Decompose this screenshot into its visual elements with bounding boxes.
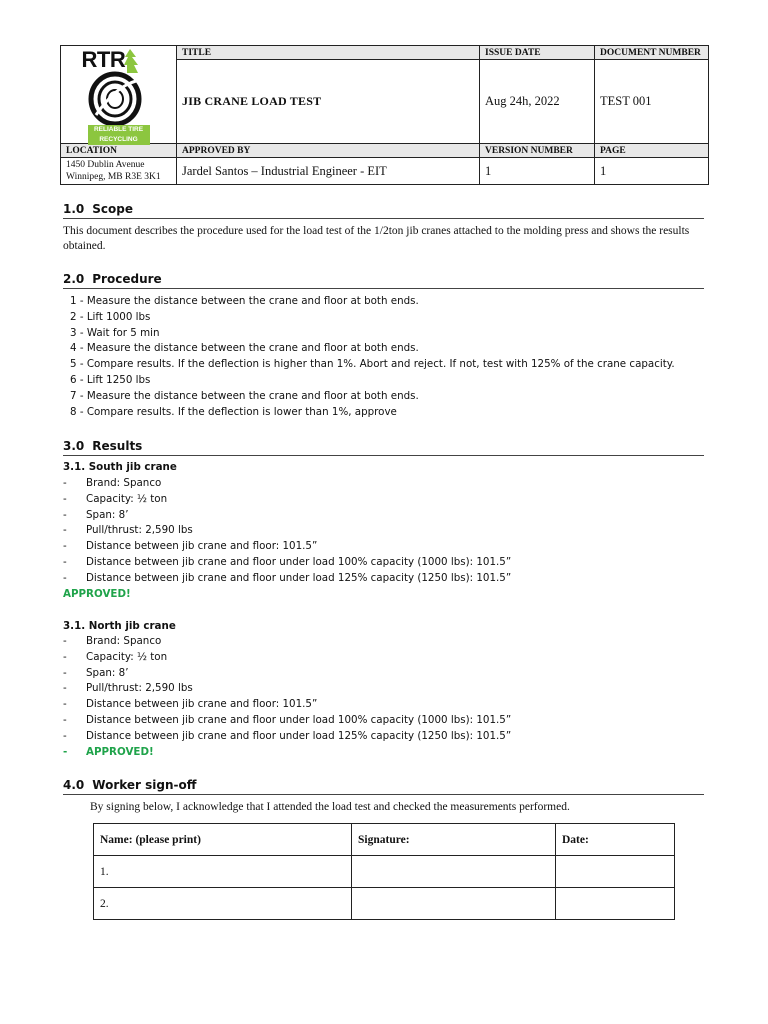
location-line-1: 1450 Dublin Avenue <box>66 160 145 170</box>
signoff-table <box>93 823 675 920</box>
procedure-step: 5 - Compare results. If the deflection is higher than 1%. Abort and reject. If not, test with 125% of the crane capacity. <box>70 358 675 371</box>
signoff-title: Worker sign-off <box>92 778 197 792</box>
list-item: - Distance between jib crane and floor: 101.5” <box>63 540 318 553</box>
document-number-label: DOCUMENT NUMBER <box>595 46 709 60</box>
list-item: - Span: 8’ <box>63 666 129 679</box>
south-crane-title: 3.1. South jib crane <box>63 461 177 473</box>
results-heading <box>63 439 704 456</box>
version-number-label: VERSION NUMBER <box>480 144 595 158</box>
procedure-step: 6 - Lift 1250 lbs <box>70 373 151 386</box>
list-item: - Distance between jib crane and floor: 101.5” <box>63 698 318 711</box>
issue-date-value: Aug 24h, 2022 <box>480 60 595 144</box>
name-cell[interactable]: 1. <box>94 856 352 888</box>
table-header-row <box>94 824 675 856</box>
procedure-step: 1 - Measure the distance between the crane and floor at both ends. <box>70 295 419 307</box>
version-number-value: 1 <box>480 158 595 185</box>
column-header-date: Date: <box>556 824 675 856</box>
signoff-heading <box>63 778 704 795</box>
approved-badge: APPROVED! <box>86 745 154 758</box>
location-line-2: Winnipeg, MB R3E 3K1 <box>66 172 161 182</box>
signoff-text: By signing below, I acknowledge that I attended the load test and checked the measurements performed. <box>90 801 570 813</box>
list-item: - Capacity: ½ ton <box>63 492 168 505</box>
scope-title: Scope <box>92 202 133 216</box>
logo-cell <box>61 46 177 144</box>
table-row <box>94 888 675 920</box>
list-item: - Distance between jib crane and floor under load 100% capacity (1000 lbs): 101.5” <box>63 713 512 726</box>
table-row <box>94 856 675 888</box>
column-header-name: Name: (please print) <box>94 824 352 856</box>
approved-by-label: APPROVED BY <box>177 144 480 158</box>
procedure-heading <box>63 272 704 289</box>
procedure-step: 4 - Measure the distance between the crane and floor at both ends. <box>70 342 419 355</box>
scope-text: This document describes the procedure used for the load test of the 1/2ton jib cranes attached to the molding press and shows the results obtained. <box>63 225 690 252</box>
column-header-signature: Signature: <box>352 824 556 856</box>
logo-text: RTR <box>81 46 126 72</box>
procedure-title: Procedure <box>92 272 162 286</box>
logo-tagline <box>88 125 150 145</box>
document-title: JIB CRANE LOAD TEST <box>177 60 480 144</box>
logo-tagline-2: RECYCLING <box>99 135 138 143</box>
document-header <box>60 45 709 185</box>
date-cell[interactable] <box>556 856 675 888</box>
results-title: Results <box>92 439 143 453</box>
procedure-steps <box>70 294 710 420</box>
issue-date-label: ISSUE DATE <box>480 46 595 60</box>
procedure-step: 2 - Lift 1000 lbs <box>70 310 151 323</box>
procedure-number: 2.0 <box>63 272 85 286</box>
title-label: TITLE <box>177 46 480 60</box>
company-logo <box>80 47 158 143</box>
procedure-step: 7 - Measure the distance between the crane and floor at both ends. <box>70 389 419 402</box>
date-cell[interactable] <box>556 888 675 920</box>
procedure-step: 8 - Compare results. If the deflection is lower than 1%, approve <box>70 405 397 418</box>
results-number: 3.0 <box>63 439 85 453</box>
north-crane-list <box>63 634 703 760</box>
list-item: - Brand: Spanco <box>63 477 162 489</box>
document-number-value: TEST 001 <box>595 60 709 144</box>
list-item: - Capacity: ½ ton <box>63 650 168 663</box>
approved-by-value: Jardel Santos – Industrial Engineer - EIT <box>177 158 480 185</box>
name-cell[interactable]: 2. <box>94 888 352 920</box>
north-crane-title: 3.1. North jib crane <box>63 620 176 632</box>
list-item: - Brand: Spanco <box>63 635 162 647</box>
page-label: PAGE <box>595 144 709 158</box>
signoff-number: 4.0 <box>63 778 85 792</box>
signature-cell[interactable] <box>352 856 556 888</box>
list-item: - Pull/thrust: 2,590 lbs <box>63 682 193 695</box>
list-item: - Distance between jib crane and floor under load 100% capacity (1000 lbs): 101.5” <box>63 555 512 568</box>
approved-badge: APPROVED! <box>63 587 131 600</box>
scope-number: 1.0 <box>63 202 85 216</box>
procedure-step: 3 - Wait for 5 min <box>70 326 160 339</box>
south-crane-list <box>63 476 703 602</box>
location-label: LOCATION <box>61 144 177 158</box>
list-item: - Span: 8’ <box>63 508 129 521</box>
list-item: - Distance between jib crane and floor under load 125% capacity (1250 lbs): 101.5” <box>63 571 512 584</box>
signature-cell[interactable] <box>352 888 556 920</box>
location-value <box>61 158 177 185</box>
list-item: - Distance between jib crane and floor under load 125% capacity (1250 lbs): 101.5” <box>63 729 512 742</box>
status-line: - APPROVED! <box>63 745 703 761</box>
page-value: 1 <box>595 158 709 185</box>
list-item: - Pull/thrust: 2,590 lbs <box>63 524 193 537</box>
status-line <box>63 587 703 603</box>
logo-tagline-1: RELIABLE TIRE <box>93 125 144 133</box>
scope-heading <box>63 202 704 219</box>
